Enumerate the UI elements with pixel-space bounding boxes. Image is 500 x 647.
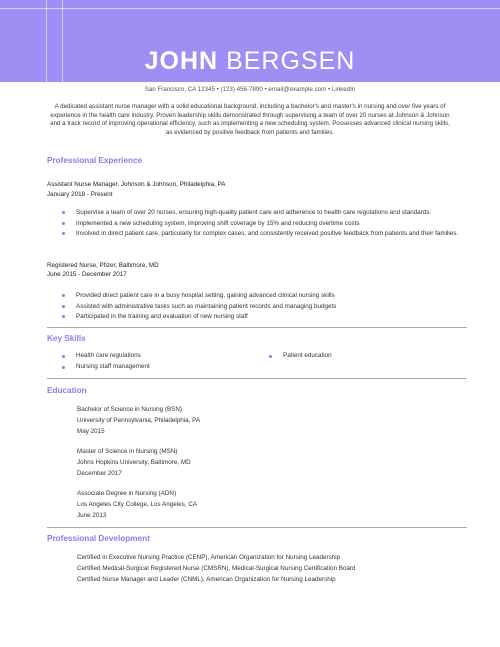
education-entry — [77, 404, 200, 437]
bullet-dot — [62, 355, 65, 358]
list-item: Certified in Executive Nursing Practice (CENP), American Organization for Nursing Leadership — [77, 554, 341, 561]
list-item: Certified Medical-Surgical Registered Nurse (CMSRN), Medical-Surgical Nursing Certification Board — [77, 564, 356, 572]
graduation-date: December 2017 — [77, 470, 122, 477]
bullet-dot — [62, 211, 65, 214]
certification-list — [77, 553, 356, 585]
job-bullets — [62, 291, 472, 323]
education-entry — [77, 488, 197, 521]
job-dates: June 2015 - December 2017 — [47, 271, 127, 278]
bullet-dot — [62, 366, 65, 369]
job-dates: January 2018 - Present — [47, 191, 113, 198]
job-title: Registered Nurse, Pfizer, Baltimore, MD — [47, 262, 159, 269]
section-divider — [47, 527, 467, 528]
list-item: Assisted with administrative tasks such as maintaining patient records and managing budgets — [62, 302, 472, 313]
list-item: Involved in direct patient care, particularly for complex cases, and consistently received positive feedback from patients and their families. — [62, 229, 472, 240]
bullet-dot — [62, 294, 65, 297]
bullet-dot — [62, 315, 65, 318]
contact-line: San Francisco, CA 12345 • (123) 456-7890 • email@example.com • LinkedIn — [144, 86, 356, 93]
education-entry — [77, 446, 191, 479]
header-band — [0, 0, 500, 82]
job-title: Assistant Nurse Manager, Johnson & Johnson, Philadelphia, PA — [47, 181, 226, 188]
first-name: JOHN — [144, 47, 219, 75]
bullet-dot — [62, 305, 65, 308]
bullet-dot — [269, 355, 272, 358]
degree: Associate Degree in Nursing (ADN) — [77, 490, 177, 497]
job-bullets — [62, 208, 472, 240]
bullet-dot — [62, 232, 65, 235]
list-item: Nursing staff management — [62, 363, 150, 370]
section-title-education: Education — [47, 386, 87, 395]
bullet-dot — [62, 222, 65, 225]
candidate-name — [0, 46, 500, 76]
list-item: Certified Nurse Manager and Leader (CNML), American Organization for Nursing Leadership — [77, 575, 336, 583]
list-item: Participated in the training and evaluation of new nursing staff — [62, 312, 472, 323]
list-item: Supervise a team of over 20 nurses, ensuring high-quality patient care and adherence to health care regulations and standards. — [62, 208, 472, 219]
school: Los Angeles City College, Los Angeles, CA — [77, 501, 198, 508]
summary: A dedicated assistant nurse manager with a solid educational background, including a bachelor's and master's in nursing and over five years of experience in the health care industry. Proven leadership skills demonstrated through supervising a team of over 20 nurses at Johnson & Johnson and a track record of improving operational efficiency, such as implementing a new scheduling system. Possesses advanced clinical nursing skills, as evidenced by positive feedback from patients and families. — [50, 103, 450, 136]
list-item: Implemented a new scheduling system, improving shift coverage by 15% and reducing overtime costs — [62, 219, 472, 230]
section-title-experience: Professional Experience — [47, 156, 143, 165]
section-title-development: Professional Development — [47, 534, 150, 543]
graduation-date: June 2013 — [77, 512, 107, 519]
degree: Bachelor of Science in Nursing (BSN) — [77, 406, 182, 413]
section-divider — [47, 378, 467, 379]
last-name: BERGSEN — [226, 47, 356, 75]
graduation-date: May 2015 — [77, 428, 105, 435]
list-item: Patient education — [269, 352, 332, 359]
section-divider — [47, 327, 467, 328]
school: University of Pennsylvania, Philadelphia, PA — [77, 417, 201, 424]
section-title-skills: Key Skills — [47, 334, 86, 343]
list-item: Provided direct patient care in a busy hospital setting, gaining advanced clinical nursing skills — [62, 291, 472, 302]
school: Johns Hopkins University, Baltimore, MD — [77, 459, 191, 466]
header-grid-line — [0, 8, 500, 9]
degree: Master of Science in Nursing (MSN) — [77, 448, 178, 455]
list-item: Health care regulations — [62, 352, 141, 359]
